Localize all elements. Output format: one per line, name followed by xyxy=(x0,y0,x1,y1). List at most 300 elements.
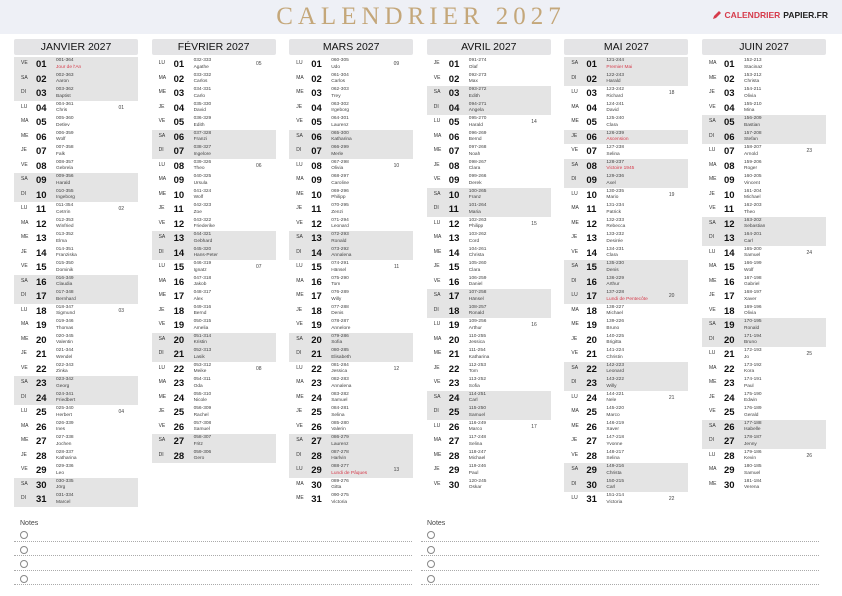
name-day: Mario xyxy=(606,195,619,200)
weekday-label: JE xyxy=(571,335,578,342)
day-row[interactable] xyxy=(564,420,688,435)
day-number: 04 xyxy=(311,102,322,114)
day-row[interactable] xyxy=(14,391,138,406)
day-number: 29 xyxy=(311,465,322,476)
day-row[interactable] xyxy=(152,289,276,304)
day-row[interactable] xyxy=(702,144,826,159)
day-number: 23 xyxy=(586,378,597,389)
day-row[interactable] xyxy=(564,405,688,420)
weekday-label: VE xyxy=(433,74,441,81)
day-number: 31 xyxy=(36,494,47,505)
name-day: Zinka xyxy=(56,369,68,374)
weekday-label: SA xyxy=(709,219,716,226)
day-row[interactable] xyxy=(427,144,551,159)
name-day: Bernd xyxy=(193,311,207,316)
day-row[interactable] xyxy=(702,289,826,304)
name-day: Aaron xyxy=(56,79,69,84)
day-number: 26 xyxy=(586,421,597,433)
day-row[interactable] xyxy=(427,463,551,478)
name-day: Yvonne xyxy=(606,441,623,447)
name-day: Irgeborg xyxy=(331,108,350,113)
day-row[interactable] xyxy=(702,173,826,188)
day-row[interactable] xyxy=(427,391,551,406)
day-of-year: 158-207 xyxy=(744,145,762,150)
day-row[interactable] xyxy=(14,333,138,348)
name-day: Gebhard xyxy=(193,238,213,244)
day-number: 13 xyxy=(448,233,460,244)
name-day: Noah xyxy=(468,151,481,157)
name-day: Kora xyxy=(744,369,755,374)
day-row[interactable] xyxy=(427,347,551,362)
weekday-label: JE xyxy=(709,393,715,400)
day-row[interactable] xyxy=(427,231,551,246)
day-row[interactable] xyxy=(564,289,688,304)
weekday-label: DI xyxy=(571,176,577,182)
day-row[interactable] xyxy=(14,362,138,377)
day-row[interactable] xyxy=(152,260,276,275)
day-row[interactable] xyxy=(14,217,138,232)
day-row[interactable] xyxy=(289,405,413,420)
day-row[interactable] xyxy=(702,231,826,246)
day-row[interactable] xyxy=(289,231,413,246)
weekday-label: MA xyxy=(709,466,717,472)
day-row[interactable] xyxy=(152,333,276,348)
day-of-year: 127-238 xyxy=(606,145,624,150)
weekday-label: DI xyxy=(21,292,26,298)
day-row[interactable] xyxy=(289,318,413,333)
day-row[interactable] xyxy=(289,159,413,174)
day-row[interactable] xyxy=(14,289,138,304)
day-row[interactable] xyxy=(289,260,413,275)
name-day: Carlo xyxy=(193,93,206,99)
checkbox-icon[interactable] xyxy=(427,546,435,554)
day-row[interactable] xyxy=(702,449,826,464)
day-list xyxy=(564,57,688,507)
day-row[interactable] xyxy=(564,434,688,449)
day-row[interactable] xyxy=(14,347,138,362)
day-row[interactable] xyxy=(564,362,688,377)
note-line[interactable] xyxy=(14,542,412,557)
name-day: Katharina xyxy=(56,456,77,461)
day-row[interactable] xyxy=(289,173,413,188)
day-number: 16 xyxy=(586,276,597,288)
day-number: 22 xyxy=(448,363,460,375)
day-row[interactable] xyxy=(702,391,826,406)
day-row[interactable] xyxy=(14,318,138,333)
day-row[interactable] xyxy=(564,463,688,478)
name-day: Fritz xyxy=(193,441,203,447)
day-row[interactable] xyxy=(564,188,688,203)
day-row[interactable] xyxy=(289,72,413,87)
day-row[interactable] xyxy=(427,333,551,348)
name-day: Thomas xyxy=(56,325,74,331)
day-row[interactable] xyxy=(152,188,276,203)
day-row[interactable] xyxy=(427,246,551,261)
day-row[interactable] xyxy=(14,159,138,174)
day-row[interactable] xyxy=(14,492,138,507)
day-row[interactable] xyxy=(289,304,413,319)
day-row[interactable] xyxy=(152,202,276,217)
day-row[interactable] xyxy=(14,246,138,261)
day-row[interactable] xyxy=(702,347,826,362)
day-row[interactable] xyxy=(427,376,551,391)
day-number: 11 xyxy=(724,204,735,215)
day-row[interactable] xyxy=(14,231,138,246)
day-row[interactable] xyxy=(14,72,138,87)
day-row[interactable] xyxy=(289,202,413,217)
day-row[interactable] xyxy=(564,260,688,275)
day-row[interactable] xyxy=(289,362,413,377)
day-of-year: 001-364 xyxy=(56,58,74,63)
day-row[interactable] xyxy=(702,362,826,377)
day-row[interactable] xyxy=(427,217,551,232)
day-row[interactable] xyxy=(289,144,413,159)
day-row[interactable] xyxy=(289,188,413,203)
checkbox-icon[interactable] xyxy=(20,531,28,539)
day-row[interactable] xyxy=(564,333,688,348)
day-of-year: 159-206 xyxy=(744,159,762,165)
day-row[interactable] xyxy=(564,391,688,406)
checkbox-icon[interactable] xyxy=(20,575,28,583)
day-row[interactable] xyxy=(14,173,138,188)
checkbox-icon[interactable] xyxy=(20,546,28,554)
day-row[interactable] xyxy=(289,101,413,116)
day-number: 16 xyxy=(311,276,322,288)
day-row[interactable] xyxy=(702,130,826,145)
day-row[interactable] xyxy=(702,188,826,203)
day-row[interactable] xyxy=(14,478,138,493)
day-row[interactable] xyxy=(14,130,138,145)
day-row[interactable] xyxy=(152,362,276,377)
day-row[interactable] xyxy=(702,420,826,435)
day-row[interactable] xyxy=(564,478,688,493)
day-row[interactable] xyxy=(152,231,276,246)
day-row[interactable] xyxy=(427,260,551,275)
note-line[interactable] xyxy=(14,571,412,586)
name-day: Edith xyxy=(193,122,205,128)
day-row[interactable] xyxy=(289,57,413,72)
day-row[interactable] xyxy=(564,231,688,246)
day-row[interactable] xyxy=(152,391,276,406)
day-row[interactable] xyxy=(427,173,551,188)
day-row[interactable] xyxy=(152,217,276,232)
day-row[interactable] xyxy=(702,333,826,348)
day-number: 17 xyxy=(173,291,185,302)
day-row[interactable] xyxy=(152,304,276,319)
day-number: 30 xyxy=(36,479,47,491)
day-row[interactable] xyxy=(14,86,138,101)
day-row[interactable] xyxy=(152,144,276,159)
weekday-label: SA xyxy=(433,89,441,95)
day-of-year: 082-283 xyxy=(331,377,349,382)
day-of-year: 132-233 xyxy=(606,217,624,223)
notes-label: Notes xyxy=(427,520,446,527)
day-row[interactable] xyxy=(14,101,138,116)
day-row[interactable] xyxy=(427,289,551,304)
weekday-label: MA xyxy=(709,263,717,269)
day-of-year: 054-311 xyxy=(193,377,211,382)
day-number: 22 xyxy=(311,363,322,375)
day-of-year: 013-352 xyxy=(56,232,74,237)
name-day: Harlvin xyxy=(331,456,347,461)
day-row[interactable] xyxy=(702,463,826,478)
day-row[interactable] xyxy=(152,318,276,333)
day-number: 11 xyxy=(311,204,322,215)
day-number: 31 xyxy=(586,494,597,505)
day-row[interactable] xyxy=(289,130,413,145)
day-row[interactable] xyxy=(427,130,551,145)
weekday-label: ME xyxy=(433,147,442,153)
weekday-label: LU xyxy=(709,350,716,356)
day-row[interactable] xyxy=(427,449,551,464)
checkbox-icon[interactable] xyxy=(427,575,435,583)
day-row[interactable] xyxy=(289,86,413,101)
day-row[interactable] xyxy=(564,304,688,319)
day-row[interactable] xyxy=(564,144,688,159)
day-row[interactable] xyxy=(427,275,551,290)
day-row[interactable] xyxy=(564,246,688,261)
day-row[interactable] xyxy=(564,449,688,464)
day-row[interactable] xyxy=(14,420,138,435)
name-day: Bastian xyxy=(744,122,760,128)
day-row[interactable] xyxy=(427,434,551,449)
day-row[interactable] xyxy=(427,57,551,72)
day-of-year: 155-210 xyxy=(744,101,762,107)
day-row[interactable] xyxy=(702,478,826,493)
day-row[interactable] xyxy=(152,86,276,101)
day-row[interactable] xyxy=(702,86,826,101)
day-row[interactable] xyxy=(152,101,276,116)
day-row[interactable] xyxy=(564,86,688,101)
day-row[interactable] xyxy=(564,347,688,362)
day-row[interactable] xyxy=(152,376,276,391)
day-row[interactable] xyxy=(702,246,826,261)
day-row[interactable] xyxy=(152,130,276,145)
day-number: 20 xyxy=(448,334,460,346)
day-number: 04 xyxy=(36,102,47,114)
day-row[interactable] xyxy=(289,434,413,449)
day-row[interactable] xyxy=(14,57,138,72)
note-line[interactable] xyxy=(421,556,819,571)
day-of-year: 068-297 xyxy=(331,174,349,179)
day-row[interactable] xyxy=(427,202,551,217)
day-row[interactable] xyxy=(427,405,551,420)
day-row[interactable] xyxy=(564,57,688,72)
day-row[interactable] xyxy=(427,362,551,377)
day-row[interactable] xyxy=(427,159,551,174)
day-row[interactable] xyxy=(152,159,276,174)
day-row[interactable] xyxy=(289,449,413,464)
weekday-label: LU xyxy=(709,248,716,255)
name-day: Xaver xyxy=(744,296,757,302)
day-row[interactable] xyxy=(702,304,826,319)
day-row[interactable] xyxy=(289,289,413,304)
day-of-year: 069-296 xyxy=(331,188,349,194)
weekday-label: DI xyxy=(433,408,439,414)
week-number: 07 xyxy=(256,264,262,270)
name-day: Mina xyxy=(744,108,755,113)
day-row[interactable] xyxy=(289,246,413,261)
checkbox-icon[interactable] xyxy=(20,560,28,568)
day-row[interactable] xyxy=(152,275,276,290)
day-row[interactable] xyxy=(152,347,276,362)
day-row[interactable] xyxy=(702,318,826,333)
weekday-label: LU xyxy=(21,103,28,110)
day-row[interactable] xyxy=(289,492,413,507)
day-number: 27 xyxy=(586,436,597,447)
day-row[interactable] xyxy=(702,115,826,130)
day-of-year: 038-327 xyxy=(193,145,212,150)
day-row[interactable] xyxy=(152,449,276,464)
day-number: 16 xyxy=(724,276,735,288)
day-row[interactable] xyxy=(564,115,688,130)
day-number: 12 xyxy=(311,218,322,230)
day-row[interactable] xyxy=(702,101,826,116)
day-row[interactable] xyxy=(14,202,138,217)
day-row[interactable] xyxy=(702,72,826,87)
day-row[interactable] xyxy=(152,72,276,87)
day-of-year: 064-301 xyxy=(331,116,349,121)
day-row[interactable] xyxy=(289,347,413,362)
name-day: Meike xyxy=(193,369,207,374)
day-row[interactable] xyxy=(702,217,826,232)
weekday-label: SA xyxy=(709,118,716,124)
day-number: 25 xyxy=(36,407,47,418)
day-row[interactable] xyxy=(702,434,826,449)
day-row[interactable] xyxy=(427,101,551,116)
day-row[interactable] xyxy=(14,405,138,420)
day-row[interactable] xyxy=(564,275,688,290)
day-row[interactable] xyxy=(427,115,551,130)
day-row[interactable] xyxy=(152,246,276,261)
day-of-year: 134-231 xyxy=(606,246,624,252)
name-day: Verena xyxy=(744,485,760,490)
note-line[interactable] xyxy=(14,556,412,571)
day-number: 01 xyxy=(173,59,185,70)
name-day: Bernd xyxy=(468,137,482,142)
day-number: 17 xyxy=(36,291,47,302)
weekday-label: MA xyxy=(709,364,717,371)
day-row[interactable] xyxy=(564,318,688,333)
note-line[interactable] xyxy=(14,527,412,542)
day-of-year: 067-298 xyxy=(331,159,349,165)
weekday-label: MA xyxy=(571,103,579,110)
day-row[interactable] xyxy=(152,115,276,130)
day-row[interactable] xyxy=(14,260,138,275)
day-row[interactable] xyxy=(564,492,688,507)
day-row[interactable] xyxy=(289,275,413,290)
name-day: Michael xyxy=(744,195,761,200)
day-row[interactable] xyxy=(427,304,551,319)
day-row[interactable] xyxy=(564,130,688,145)
day-row[interactable] xyxy=(702,405,826,420)
day-row[interactable] xyxy=(564,101,688,116)
day-of-year: 071-294 xyxy=(331,217,349,223)
day-row[interactable] xyxy=(564,217,688,232)
day-of-year: 103-262 xyxy=(468,232,487,237)
day-row[interactable] xyxy=(152,173,276,188)
day-row[interactable] xyxy=(427,188,551,203)
checkbox-icon[interactable] xyxy=(427,531,435,539)
day-row[interactable] xyxy=(152,57,276,72)
name-day: Derek xyxy=(468,180,482,186)
day-row[interactable] xyxy=(289,478,413,493)
day-row[interactable] xyxy=(14,449,138,464)
day-row[interactable] xyxy=(702,159,826,174)
name-day: Wolf xyxy=(744,267,754,273)
brand-rest: PAPIER.FR xyxy=(783,10,828,20)
day-of-year: 050-315 xyxy=(193,319,212,324)
day-row[interactable] xyxy=(14,188,138,203)
day-row[interactable] xyxy=(14,376,138,391)
day-row[interactable] xyxy=(427,86,551,101)
pencil-icon xyxy=(712,10,722,20)
name-day: Jörg xyxy=(56,485,66,490)
day-row[interactable] xyxy=(427,478,551,493)
day-row[interactable] xyxy=(152,405,276,420)
day-row[interactable] xyxy=(564,376,688,391)
day-row[interactable] xyxy=(564,173,688,188)
day-row[interactable] xyxy=(289,115,413,130)
day-row[interactable] xyxy=(702,260,826,275)
day-of-year: 051-314 xyxy=(193,333,212,339)
day-row[interactable] xyxy=(289,376,413,391)
day-row[interactable] xyxy=(427,318,551,333)
day-list xyxy=(152,57,276,463)
day-row[interactable] xyxy=(702,57,826,72)
day-row[interactable] xyxy=(702,376,826,391)
day-row[interactable] xyxy=(14,144,138,159)
day-row[interactable] xyxy=(564,72,688,87)
day-row[interactable] xyxy=(289,420,413,435)
day-row[interactable] xyxy=(427,72,551,87)
day-number: 25 xyxy=(586,407,597,418)
name-day: Zenzi xyxy=(331,209,343,215)
checkbox-icon[interactable] xyxy=(427,560,435,568)
day-row[interactable] xyxy=(14,275,138,290)
day-row[interactable] xyxy=(289,333,413,348)
day-number: 11 xyxy=(173,204,184,215)
note-line[interactable] xyxy=(421,527,819,542)
day-row[interactable] xyxy=(564,159,688,174)
day-row[interactable] xyxy=(289,217,413,232)
day-row[interactable] xyxy=(14,304,138,319)
day-row[interactable] xyxy=(289,391,413,406)
day-number: 13 xyxy=(724,233,735,244)
name-day: Gabriel xyxy=(744,282,760,287)
day-of-year: 163-202 xyxy=(744,217,762,223)
day-row[interactable] xyxy=(152,420,276,435)
day-row[interactable] xyxy=(702,202,826,217)
note-line[interactable] xyxy=(421,571,819,586)
weekday-label: VE xyxy=(296,118,303,124)
day-row[interactable] xyxy=(14,434,138,449)
day-row[interactable] xyxy=(564,202,688,217)
day-row[interactable] xyxy=(702,275,826,290)
day-row[interactable] xyxy=(427,420,551,435)
name-day: Jakob xyxy=(193,282,207,287)
day-number: 14 xyxy=(311,247,322,259)
day-row[interactable] xyxy=(14,463,138,478)
day-of-year: 154-211 xyxy=(744,87,762,92)
day-row[interactable] xyxy=(152,434,276,449)
note-line[interactable] xyxy=(421,542,819,557)
name-day: Kevin xyxy=(744,456,756,461)
day-row[interactable] xyxy=(14,115,138,130)
name-day: Sigmund xyxy=(56,311,75,316)
day-row[interactable] xyxy=(289,463,413,478)
weekday-label: LU xyxy=(709,147,716,153)
